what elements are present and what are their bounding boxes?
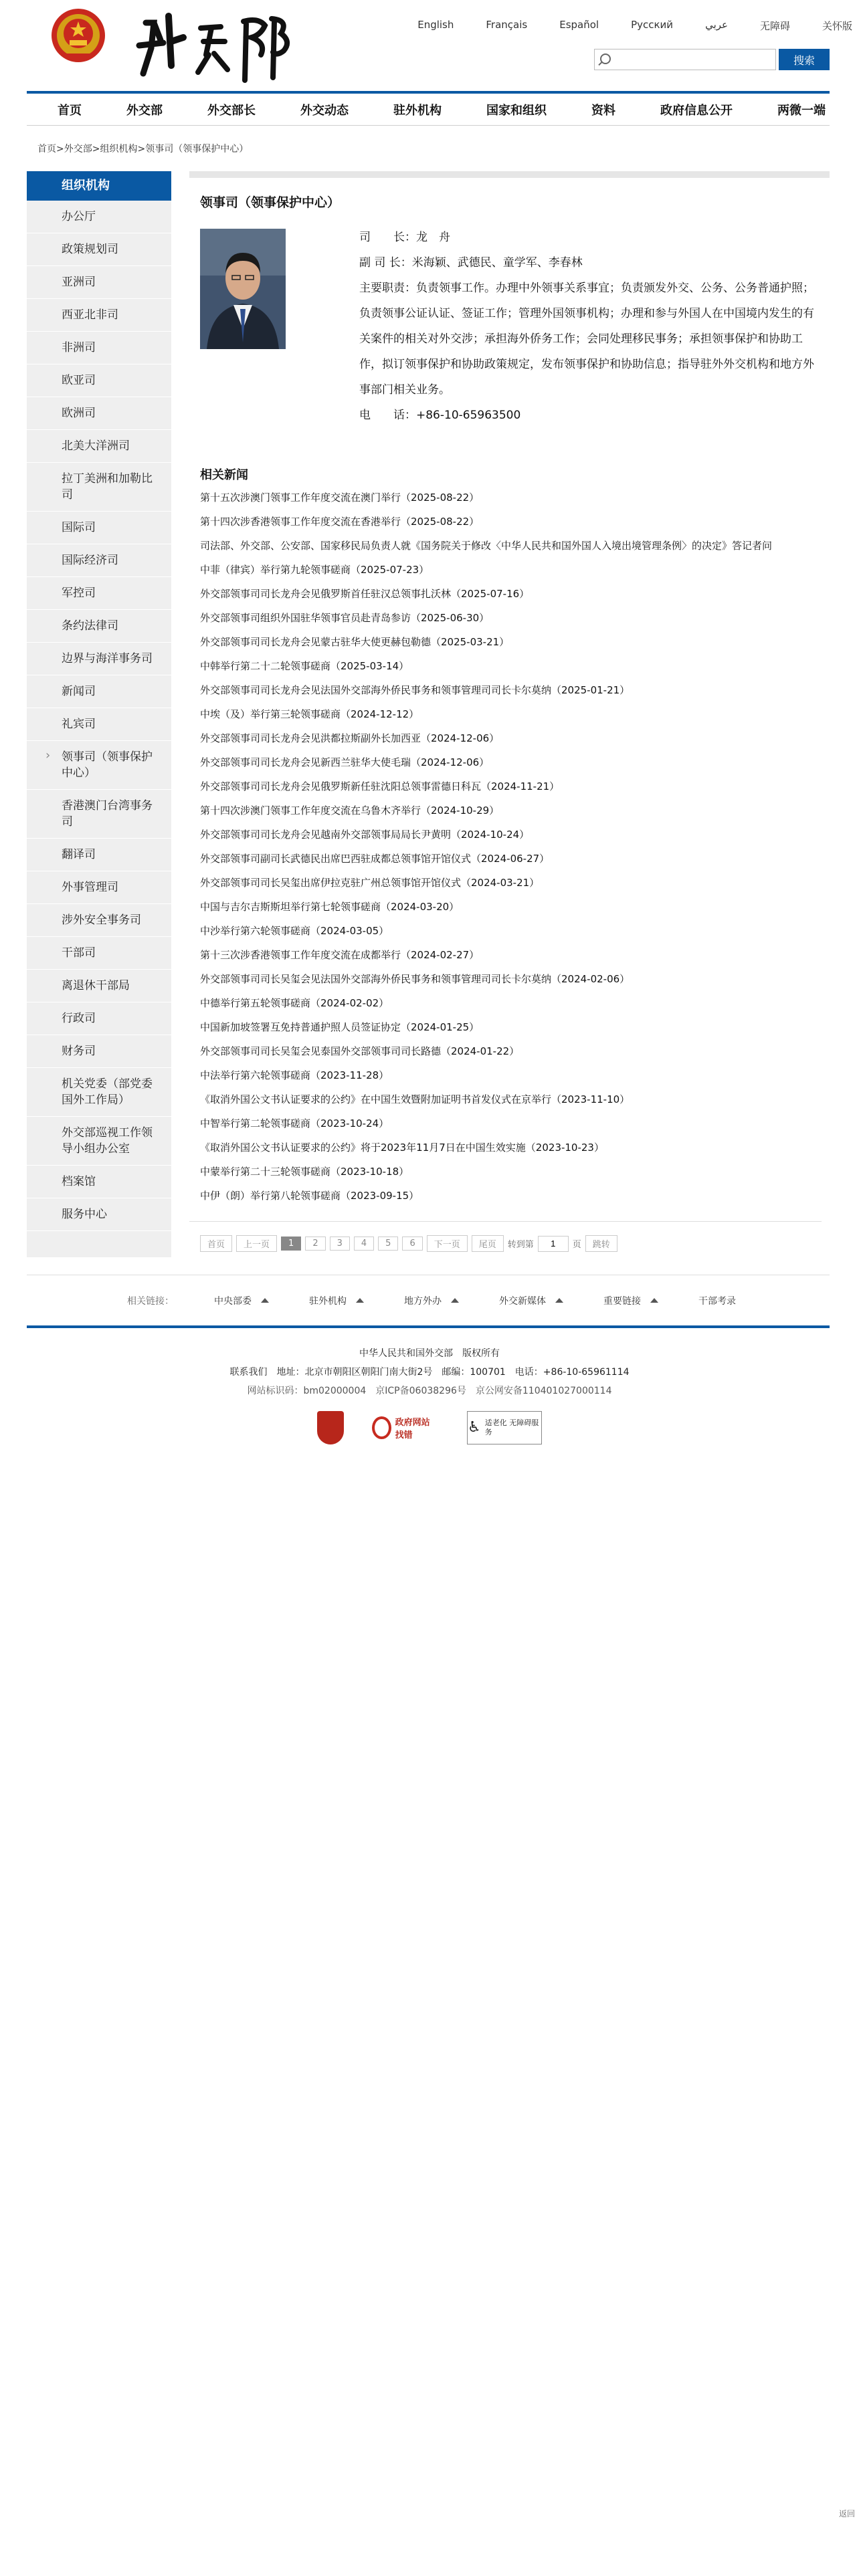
triangle-up-icon [451, 1298, 459, 1303]
party-government-badge-icon[interactable] [317, 1411, 344, 1444]
sidebar-item[interactable]: 财务司 [27, 1035, 171, 1068]
sidebar-item[interactable]: 亚洲司 [27, 266, 171, 299]
sidebar-item[interactable]: 涉外安全事务司 [27, 904, 171, 937]
pager-prev[interactable]: 上一页 [236, 1235, 277, 1252]
news-item[interactable]: 中国与吉尔吉斯斯坦举行第七轮领事磋商（2024-03-20） [200, 901, 460, 913]
gov-site-error-report-badge[interactable] [372, 1411, 439, 1444]
pager-page-input[interactable] [538, 1236, 569, 1252]
accessibility-service-badge[interactable] [467, 1411, 542, 1444]
copyright-text: 中华人民共和国外交部 版权所有 [359, 1348, 500, 1359]
director-line: 司 长：龙 舟 [359, 231, 450, 244]
nav-resources[interactable]: 资料 [591, 103, 615, 118]
news-item[interactable]: 中德举行第五轮领事磋商（2024-02-02） [200, 997, 389, 1009]
news-item[interactable]: 外交部领事司司长龙舟会见新西兰驻华大使毛瑞（2024-12-06） [200, 756, 490, 768]
news-item[interactable]: 外交部领事司司长龙舟会见蒙古驻华大使更赫包勒德（2025-03-21） [200, 636, 510, 648]
nav-ministry[interactable]: 外交部 [126, 103, 163, 118]
pagination [189, 1221, 822, 1252]
sidebar-item[interactable]: 边界与海洋事务司 [27, 643, 171, 675]
sidebar-item[interactable]: 军控司 [27, 577, 171, 610]
national-emblem-icon[interactable] [50, 7, 107, 64]
magnifier-icon [372, 1416, 391, 1439]
director-portrait [200, 229, 286, 349]
triangle-up-icon [555, 1298, 563, 1303]
search-button[interactable]: 搜索 [779, 49, 830, 70]
accessibility-service-label: 适老化 无障碍服务 [484, 1418, 539, 1436]
sidebar-item[interactable]: 西亚北非司 [27, 299, 171, 332]
sidebar-item[interactable]: 非洲司 [27, 332, 171, 364]
sidebar [27, 171, 171, 1257]
page-title: 领事司（领事保护中心） [200, 195, 341, 210]
nav-news[interactable]: 外交动态 [300, 103, 349, 118]
news-item[interactable]: 外交部领事司司长吴玺出席伊拉克驻广州总领事馆开馆仪式（2024-03-21） [200, 877, 540, 889]
site-header [0, 0, 859, 87]
elder-care-version-link[interactable]: 关怀版 [822, 20, 852, 32]
language-switcher [385, 19, 852, 33]
news-item[interactable]: 中法举行第六轮领事磋商（2023-11-28） [200, 1069, 389, 1081]
link-new-media[interactable] [499, 1294, 563, 1307]
triangle-up-icon [650, 1298, 658, 1303]
news-item[interactable]: 《取消外国公文书认证要求的公约》在中国生效暨附加证明书首发仪式在京举行（2023-11-10） [200, 1093, 630, 1105]
pager-page-3[interactable]: 3 [330, 1237, 350, 1251]
sidebar-item[interactable]: 外事管理司 [27, 871, 171, 904]
news-item[interactable]: 司法部、外交部、公安部、国家移民局负责人就《国务院关于修改〈中华人民共和国外国人入境出境管理条例〉的决定》答记者问 [200, 540, 773, 552]
related-links-label: 相关链接： [127, 1295, 174, 1307]
sidebar-item[interactable]: 行政司 [27, 1002, 171, 1035]
sidebar-item[interactable]: 档案馆 [27, 1166, 171, 1198]
pager-goto-label: 转到第 [507, 1240, 534, 1250]
main-nav [27, 91, 830, 126]
nav-home[interactable]: 首页 [58, 103, 82, 118]
news-item[interactable]: 外交部领事司组织外国驻华领事官员赴青岛参访（2025-06-30） [200, 612, 490, 624]
nav-missions[interactable]: 驻外机构 [393, 103, 442, 118]
gov-site-error-report-label: 政府网站 找错 [395, 1418, 430, 1440]
news-item[interactable]: 中伊（朗）举行第八轮领事磋商（2023-09-15） [200, 1190, 419, 1202]
news-item[interactable]: 外交部领事司司长龙舟会见法国外交部海外侨民事务和领事管理司司长卡尔莫纳（2025-01-21） [200, 684, 630, 696]
sidebar-item[interactable]: 条约法律司 [27, 610, 171, 643]
link-missions-label: 驻外机构 [309, 1295, 347, 1307]
link-central-ministries[interactable] [214, 1294, 269, 1307]
news-item[interactable]: 第十四次涉澳门领事工作年度交流在乌鲁木齐举行（2024-10-29） [200, 804, 500, 817]
sidebar-title[interactable]: 组织机构 [27, 171, 171, 201]
sidebar-item[interactable]: 翻译司 [27, 839, 171, 871]
news-item[interactable]: 外交部领事司司长龙舟会见洪都拉斯副外长加西亚（2024-12-06） [200, 732, 500, 744]
lang-english[interactable]: English [417, 19, 454, 31]
accessibility-link[interactable]: 无障碍 [759, 20, 790, 32]
sidebar-item[interactable]: 机关党委（部党委国外工作局） [27, 1068, 171, 1117]
sidebar-item[interactable]: 香港澳门台湾事务司 [27, 790, 171, 839]
sidebar-item[interactable]: 欧亚司 [27, 364, 171, 397]
sidebar-item[interactable]: 新闻司 [27, 675, 171, 708]
sidebar-item[interactable]: 国际司 [27, 512, 171, 544]
pager-page-unit: 页 [572, 1240, 581, 1250]
sidebar-item[interactable]: 干部司 [27, 937, 171, 970]
link-local-fao[interactable] [404, 1294, 459, 1307]
pager-first[interactable]: 首页 [200, 1235, 232, 1252]
news-item[interactable]: 外交部领事司司长龙舟会见俄罗斯首任驻汉总领事扎沃林（2025-07-16） [200, 588, 530, 600]
related-links-bar [27, 1275, 830, 1328]
link-missions[interactable] [309, 1294, 364, 1307]
link-central-ministries-label: 中央部委 [214, 1295, 252, 1307]
deputy-directors-line: 副 司 长：米海颖、武德民、童学军、李春林 [359, 256, 583, 270]
news-item[interactable]: 中蒙举行第二十三轮领事磋商（2023-10-18） [200, 1166, 409, 1178]
breadcrumb[interactable]: 首页>外交部>组织机构>领事司（领事保护中心） [37, 144, 249, 154]
nav-gov-info[interactable]: 政府信息公开 [660, 103, 733, 118]
nav-social[interactable]: 两微一端 [777, 103, 826, 118]
lang-arabic[interactable]: عربي [705, 19, 728, 31]
nav-minister[interactable]: 外交部长 [207, 103, 256, 118]
related-news-heading: 相关新闻 [200, 468, 248, 482]
link-recruitment[interactable] [698, 1294, 736, 1307]
news-item[interactable]: 《取消外国公文书认证要求的公约》将于2023年11月7日在中国生效实施（2023-10-23） [200, 1142, 604, 1154]
triangle-up-icon [356, 1298, 364, 1303]
sidebar-item[interactable]: › 领事司（领事保护中心） [27, 741, 171, 790]
site-footer [0, 1344, 859, 1400]
related-news-list [200, 486, 822, 1208]
news-item[interactable]: 第十五次涉澳门领事工作年度交流在澳门举行（2025-08-22） [200, 492, 480, 504]
pager-page-2[interactable]: 2 [305, 1237, 325, 1251]
sidebar-item[interactable]: 办公厅 [27, 201, 171, 233]
main-content [189, 171, 830, 1250]
lang-french[interactable]: Français [486, 19, 528, 31]
sidebar-item[interactable]: 国际经济司 [27, 544, 171, 577]
pager-go-button[interactable]: 跳转 [585, 1235, 617, 1252]
department-info [359, 225, 821, 428]
news-item[interactable]: 中智举行第二轮领事磋商（2023-10-24） [200, 1117, 389, 1130]
ministry-logo-calligraphy[interactable] [134, 8, 294, 85]
news-item[interactable]: 中国新加坡签署互免持普通护照人员签证协定（2024-01-25） [200, 1021, 480, 1033]
news-item[interactable]: 中菲（律宾）举行第九轮领事磋商（2025-07-23） [200, 564, 430, 576]
content-top-bar [189, 171, 830, 178]
wheelchair-icon: ♿ [468, 1419, 481, 1436]
news-item[interactable]: 外交部领事司副司长武德民出席巴西驻成都总领事馆开馆仪式（2024-06-27） [200, 853, 550, 865]
nav-countries[interactable]: 国家和组织 [486, 103, 547, 118]
back-to-top-link[interactable]: 返回 [838, 2509, 855, 2518]
sidebar-item[interactable]: 欧洲司 [27, 397, 171, 430]
news-item[interactable]: 第十四次涉香港领事工作年度交流在香港举行（2025-08-22） [200, 516, 480, 528]
link-important[interactable] [603, 1294, 658, 1307]
news-item[interactable]: 外交部领事司司长龙舟会见俄罗斯新任驻沈阳总领事雷德日科瓦（2024-11-21） [200, 780, 560, 792]
pager-page-5[interactable]: 5 [378, 1237, 398, 1251]
responsibilities-text: 主要职责：负责领事工作。办理中外领事关系事宜；负责颁发外交、公务、公务普通护照；负责领事公证认证、签证工作；管理外国领事机构；办理和参与外国人在中国境内发生的有关案件的相关对外交涉；承担海外侨务工作；会同处理移民事务；承担领事保护和协助工作，拟订领事保护和协助政策规定，发布领事保护和协助信息；指导驻外外交机构和地方外事部门相关业务。 [359, 282, 814, 397]
search-input[interactable] [615, 51, 771, 69]
pager-page-1[interactable]: 1 [281, 1237, 301, 1251]
lang-russian[interactable]: Русский [631, 19, 674, 31]
sidebar-item[interactable]: 拉丁美洲和加勒比司 [27, 463, 171, 512]
contact-text[interactable]: 联系我们 地址：北京市朝阳区朝阳门南大街2号 邮编：100701 电话：+86-10-65961114 [229, 1367, 630, 1378]
news-item[interactable]: 第十三次涉香港领事工作年度交流在成都举行（2024-02-27） [200, 949, 480, 961]
link-new-media-label: 外交新媒体 [499, 1295, 546, 1307]
pager-page-4[interactable]: 4 [354, 1237, 374, 1251]
news-item[interactable]: 外交部领事司司长龙舟会见越南外交部领事局局长尹黄明（2024-10-24） [200, 829, 530, 841]
news-item[interactable]: 中韩举行第二十二轮领事磋商（2025-03-14） [200, 660, 409, 672]
news-item[interactable]: 外交部领事司司长吴玺会见法国外交部海外侨民事务和领事管理司司长卡尔莫纳（2024-02-06） [200, 973, 630, 985]
pager-next[interactable]: 下一页 [427, 1235, 468, 1252]
sidebar-item[interactable]: 离退休干部局 [27, 970, 171, 1002]
lang-spanish[interactable]: Español [559, 19, 599, 31]
sidebar-item[interactable]: 服务中心 [27, 1198, 171, 1231]
footer-badges [0, 1411, 859, 1444]
search-icon [600, 53, 611, 64]
triangle-up-icon [261, 1298, 269, 1303]
news-item[interactable]: 中沙举行第六轮领事磋商（2024-03-05） [200, 925, 389, 937]
link-local-fao-label: 地方外办 [404, 1295, 442, 1307]
pager-page-6[interactable]: 6 [402, 1237, 422, 1251]
phone-line: 电 话：+86-10-65963500 [359, 409, 521, 422]
sidebar-item[interactable]: 政策规划司 [27, 233, 171, 266]
link-recruitment-label: 干部考录 [698, 1295, 736, 1307]
sidebar-item[interactable]: 外交部巡视工作领导小组办公室 [27, 1117, 171, 1166]
pager-last[interactable]: 尾页 [472, 1235, 504, 1252]
sidebar-item[interactable]: 北美大洋洲司 [27, 430, 171, 463]
icp-text[interactable]: 网站标识码：bm02000004 京ICP备06038296号 京公网安备110401027000114 [247, 1386, 612, 1396]
news-item[interactable]: 外交部领事司司长吴玺会见泰国外交部领事司司长路德（2024-01-22） [200, 1045, 520, 1057]
search-box [594, 49, 776, 70]
link-important-label: 重要链接 [603, 1295, 641, 1307]
sidebar-item[interactable]: 礼宾司 [27, 708, 171, 741]
sidebar-list [27, 201, 171, 1231]
news-item[interactable]: 中埃（及）举行第三轮领事磋商（2024-12-12） [200, 708, 419, 720]
